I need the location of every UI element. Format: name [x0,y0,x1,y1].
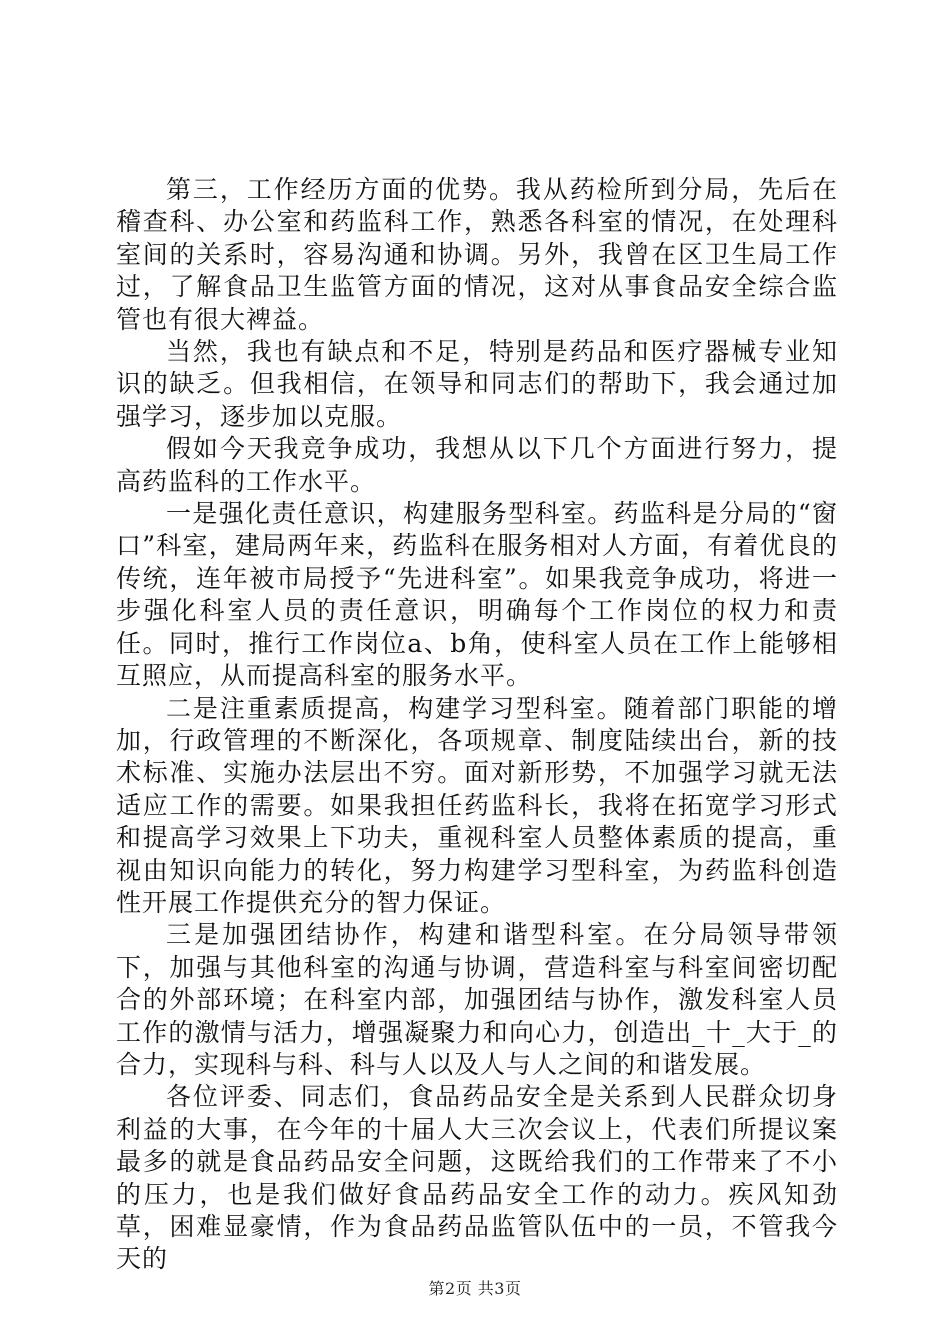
paragraph-work-experience: 第三，工作经历方面的优势。我从药检所到分局，先后在稽查科、办公室和药监科工作，熟悉各科室的情况，在处理科室间的关系时，容易沟通和协调。另外，我曾在区卫生局工作过，了解食品卫生监管方面的情况，这对从事食品安全综合监管也有很大裨益。 [116,175,838,334]
paragraph-intent: 假如今天我竞争成功，我想从以下几个方面进行努力，提高药监科的工作水平。 [116,434,838,496]
page-footer: 第2页 共3页 [428,1279,522,1298]
paragraph-closing: 各位评委、同志们，食品药品安全是关系到人民群众切身利益的大事，在今年的十届人大三次会议上，代表们所提议案最多的就是食品药品安全问题，这既给我们的工作带来了不小的压力，也是我们做好食品药品安全工作的动力。疾风知劲草，困难显豪情，作为食品药品监管队伍中的一员，不管我今天的 [116,1082,838,1274]
paragraph-harmony-office: 三是加强团结协作，构建和谐型科室。在分局领导带领下，加强与其他科室的沟通与协调，营造科室与科室间密切配合的外部环境；在科室内部，加强团结与协作，激发科室人员工作的激情与活力，增强凝聚力和向心力，创造出_十_大于_的合力，实现科与科、科与人以及人与人之间的和谐发展。 [116,920,838,1079]
paragraph-service-office: 一是强化责任意识，构建服务型科室。药监科是分局的“窗口”科室，建局两年来，药监科在服务相对人方面，有着优良的传统，连年被市局授予“先进科室”。如果我竞争成功，将进一步强化科室人员的责任意识，明确每个工作岗位的权力和责任。同时，推行工作岗位a、b角，使科室人员在工作上能够相互照应，从而提高科室的服务水平。 [116,499,838,691]
document-body [116,174,838,1276]
paragraph-learning-office: 二是注重素质提高，构建学习型科室。随着部门职能的增加，行政管理的不断深化，各项规章、制度陆续出台，新的技术标准、实施办法层出不穷。面对新形势，不加强学习就无法适应工作的需要。如果我担任药监科长，我将在拓宽学习形式和提高学习效果上下功夫，重视科室人员整体素质的提高，重视由知识向能力的转化，努力构建学习型科室，为药监科创造性开展工作提供充分的智力保证。 [116,693,838,917]
paragraph-shortcomings: 当然，我也有缺点和不足，特别是药品和医疗器械专业知识的缺乏。但我相信，在领导和同志们的帮助下，我会通过加强学习，逐步加以克服。 [116,337,838,431]
